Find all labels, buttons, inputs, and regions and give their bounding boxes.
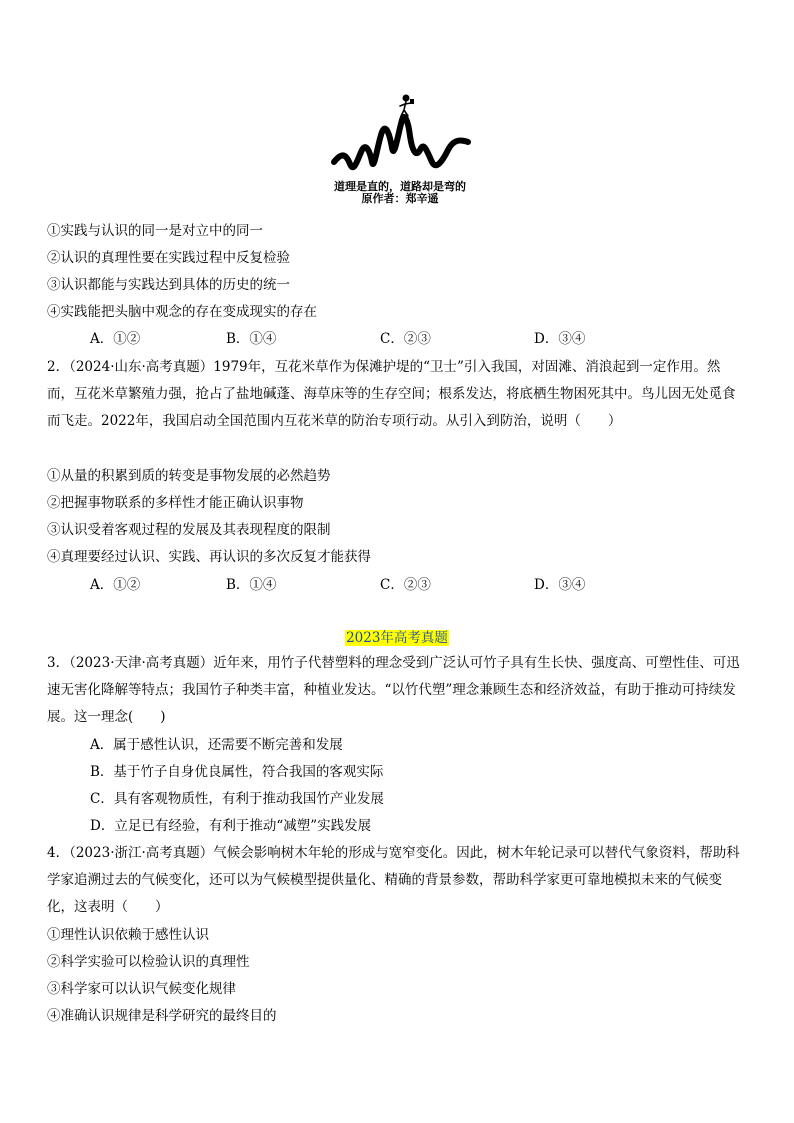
q2-stem: 2．（2024·山东·高考真题）1979年，互花米草作为保滩护堤的“卫士”引入我国，对固滩、消浪起到一定作用。然而，互花米草繁殖力强，抢占了盐地碱蓬、海草床等的生存空间；根系发达，将底栖生物困死其中。鸟儿因无处觅食而飞走。2022年，我国启动全国范围内互花米草的防治专项行动。从引入到防治，说明（ ） xyxy=(47,359,736,429)
q2-option-4: ④真理要经过认识、实践、再认识的多次反复才能获得 xyxy=(47,549,371,565)
q1-choice-a: A．①② xyxy=(90,331,141,347)
q3-choice-d: D．立足已有经验，有利于推动“减塑”实践发展 xyxy=(90,818,372,834)
q2-option-1: ①从量的积累到质的转变是事物发展的必然趋势 xyxy=(47,468,331,484)
q1-option-3: ③认识都能与实践达到具体的历史的统一 xyxy=(47,277,290,293)
winding-road-cartoon-image xyxy=(328,92,474,180)
cartoon-author: 原作者：郑辛遥 xyxy=(361,192,439,205)
cartoon-figure xyxy=(320,92,480,204)
q4-option-3: ③科学家可以认识气候变化规律 xyxy=(47,981,236,997)
q1-choice-b: B．①④ xyxy=(226,331,277,347)
q2-choices xyxy=(90,576,710,596)
q1-choices xyxy=(90,330,710,350)
q4-option-1: ①理性认识依赖于感性认识 xyxy=(47,927,209,943)
q4-option-4: ④准确认识规律是科学研究的最终目的 xyxy=(47,1008,277,1024)
section-title-text: 2023年高考真题 xyxy=(346,630,448,646)
q1-option-1: ①实践与认识的同一是对立中的同一 xyxy=(47,223,263,239)
q2-choice-c: C．②③ xyxy=(380,577,431,593)
cartoon-caption: 道理是直的，道路却是弯的 xyxy=(334,180,466,193)
q2-choice-a: A．①② xyxy=(90,577,141,593)
q3-stem: 3．（2023·天津·高考真题）近年来，用竹子代替塑料的理念受到广泛认可竹子具有生长快、强度高、可塑性佳、可迅速无害化降解等特点；我国竹子种类丰富，种植业发达。“以竹代塑”理念兼顾生态和经济效益，有助于推动可持续发展。这一理念( ) xyxy=(47,655,740,725)
q3-choice-b: B．基于竹子自身优良属性，符合我国的客观实际 xyxy=(90,764,384,780)
q4-option-2: ②科学实验可以检验认识的真理性 xyxy=(47,954,250,970)
q1-choice-c: C．②③ xyxy=(380,331,431,347)
section-title xyxy=(0,626,794,646)
q1-option-4: ④实践能把头脑中观念的存在变成现实的存在 xyxy=(47,304,317,320)
q2-choice-d: D．③④ xyxy=(534,577,586,593)
q1-choice-d: D．③④ xyxy=(534,331,586,347)
q2-choice-b: B．①④ xyxy=(226,577,277,593)
q3-choice-a: A．属于感性认识，还需要不断完善和发展 xyxy=(90,737,343,753)
q2-option-2: ②把握事物联系的多样性才能正确认识事物 xyxy=(47,495,304,511)
q4-stem: 4．（2023·浙江·高考真题）气候会影响树木年轮的形成与宽窄变化。因此，树木年轮记录可以替代气象资料，帮助科学家追溯过去的气候变化，还可以为气候模型提供量化、精确的背景参数，帮助科学家更可靠地模拟未来的气候变化，这表明（ ） xyxy=(47,845,740,915)
q2-option-3: ③认识受着客观过程的发展及其表现程度的限制 xyxy=(47,522,331,538)
q3-choice-c: C．具有客观物质性，有利于推动我国竹产业发展 xyxy=(90,791,384,807)
q1-option-2: ②认识的真理性要在实践过程中反复检验 xyxy=(47,250,290,266)
